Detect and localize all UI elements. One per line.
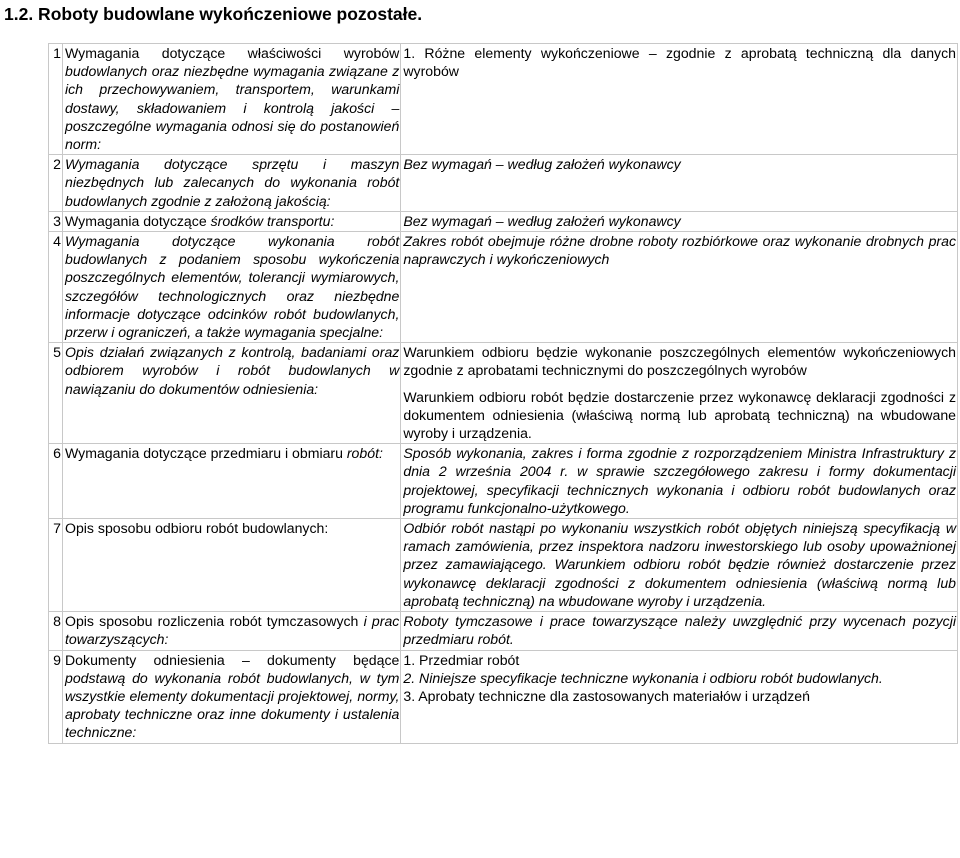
description-cell	[401, 155, 958, 212]
description-paragraph: Odbiór robót nastąpi po wykonaniu wszystkich robót objętych niniejszą specyfikacją w ramach zamówienia, przez inspektora nadzoru inwestorskiego lub osoby upoważnionej przez zamawiającego. Warunkiem odbioru robót będzie również dostarczenie przez wykonawcę deklaracji zgodności z dokumentem odniesienia (właściwą normą lub aprobatą techniczną) na wbudowane wyroby i urządzenia.	[403, 520, 956, 609]
row-number: 4	[49, 232, 63, 343]
specification-table	[48, 43, 958, 744]
requirement-text-upright: Dokumenty odniesienia – dokumenty będące	[65, 651, 400, 668]
requirement-text: Opis działań związanych z kontrolą, badaniami oraz odbiorem wyrobów i robót budowlanych w nawiązaniu do dokumentów odniesienia:	[65, 344, 400, 397]
description-cell	[401, 650, 958, 743]
requirement-text: i prac towarzyszących:	[65, 613, 400, 648]
requirement-text-upright: Wymagania dotyczące właściwości wyrobów	[65, 45, 400, 61]
table-row	[49, 612, 958, 650]
requirement-cell	[63, 44, 401, 155]
description-paragraph: Bez wymagań – według założeń wykonawcy	[403, 156, 681, 173]
row-number: 9	[49, 650, 63, 743]
description-paragraph: Zakres robót obejmuje różne drobne roboty rozbiórkowe oraz wykonanie drobnych prac naprawczych i wykończeniowych	[403, 233, 956, 268]
description-paragraph: Roboty tymczasowe i prace towarzyszące należy uwzględnić przy wycenach pozycji przedmiaru robót.	[403, 613, 956, 648]
description-cell	[401, 44, 958, 155]
requirement-text: podstawą do wykonania robót budowlanych, w tym wszystkie elementy dokumentacji projektowej, normy, aprobaty techniczne oraz inne dokumenty i ustalenia techniczne:	[65, 669, 400, 741]
description-cell	[401, 519, 958, 612]
description-paragraph: 1. Różne elementy wykończeniowe – zgodnie z aprobatą techniczną dla danych wyrobów	[403, 45, 956, 80]
row-number: 2	[49, 155, 63, 212]
requirement-cell	[63, 612, 401, 650]
requirement-cell	[63, 343, 401, 444]
requirement-text: budowlanych oraz niezbędne wymagania związane z ich przechowywaniem, transportem, warunkami dostawy, składowaniem i kontrolą jakości – poszczególne wymagania odnosi się do postanowień norm:	[65, 63, 400, 153]
requirement-text: Wymagania dotyczące wykonania robót budowlanych z podaniem sposobu wykończenia poszczególnych elementów, tolerancji wymiarowych, szczegółów technologicznych oraz niezbędne informacje dotyczące odcinków robót budowlanych, przerw i ograniczeń, a także wymagania specjalne:	[65, 233, 400, 341]
description-cell	[401, 444, 958, 519]
description-cell	[401, 612, 958, 650]
row-number: 1	[49, 44, 63, 155]
requirement-cell	[63, 232, 401, 343]
requirement-text-upright: Wymagania dotyczące przedmiaru i obmiaru	[65, 445, 343, 462]
table-row	[49, 343, 958, 444]
requirement-cell	[63, 155, 401, 212]
description-paragraph: 2. Niniejsze specyfikacje techniczne wykonania i odbioru robót budowlanych.	[403, 669, 883, 686]
row-number: 6	[49, 444, 63, 519]
requirement-cell	[63, 650, 401, 743]
table-row	[49, 155, 958, 212]
table-row	[49, 211, 958, 231]
row-number: 3	[49, 211, 63, 231]
page-heading: 1.2. Roboty budowlane wykończeniowe pozostałe.	[4, 4, 423, 24]
description-paragraph: Sposób wykonania, zakres i forma zgodnie z rozporządzeniem Ministra Infrastruktury z dnia 2 września 2004 r. w sprawie szczegółowego zakresu i formy dokumentacji projektowej, specyfikacji technicznych wykonania i odbioru robót budowlanych oraz programu funkcjonalno-użytkowego.	[403, 445, 956, 516]
requirement-cell	[63, 211, 401, 231]
description-paragraph: Warunkiem odbioru będzie wykonanie poszczególnych elementów wykończeniowych zgodnie z aprobatami technicznymi do poszczególnych wyrobów	[403, 344, 956, 379]
row-number: 8	[49, 612, 63, 650]
description-cell	[401, 343, 958, 444]
description-cell	[401, 232, 958, 343]
row-number: 5	[49, 343, 63, 444]
table-row	[49, 519, 958, 612]
table-row	[49, 44, 958, 155]
requirement-cell	[63, 519, 401, 612]
specification-table-body	[49, 44, 958, 744]
description-cell	[401, 211, 958, 231]
description-paragraph: 3. Aprobaty techniczne dla zastosowanych materiałów i urządzeń	[403, 687, 810, 704]
description-paragraph: Warunkiem odbioru robót będzie dostarczenie przez wykonawcę deklaracji zgodności z dokumentem odniesienia (właściwą normą lub aprobatą techniczną) na wbudowane wyroby i urządzenia.	[403, 388, 956, 442]
requirement-text-upright: Opis sposobu odbioru robót budowlanych:	[65, 520, 329, 537]
requirement-text-upright: Wymagania dotyczące	[65, 212, 207, 229]
table-row	[49, 444, 958, 519]
table-row	[49, 650, 958, 743]
table-row	[49, 232, 958, 343]
description-paragraph: 1. Przedmiar robót	[403, 651, 520, 668]
requirement-text: robót:	[342, 445, 383, 462]
description-paragraph: Bez wymagań – według założeń wykonawcy	[403, 212, 681, 229]
requirement-text: środków transportu:	[206, 212, 335, 229]
row-number: 7	[49, 519, 63, 612]
requirement-text-upright: Opis sposobu rozliczenia robót tymczasowych	[65, 613, 359, 630]
requirement-cell	[63, 444, 401, 519]
requirement-text: Wymagania dotyczące sprzętu i maszyn niezbędnych lub zalecanych do wykonania robót budowlanych zgodnie z założoną jakością:	[65, 156, 400, 209]
